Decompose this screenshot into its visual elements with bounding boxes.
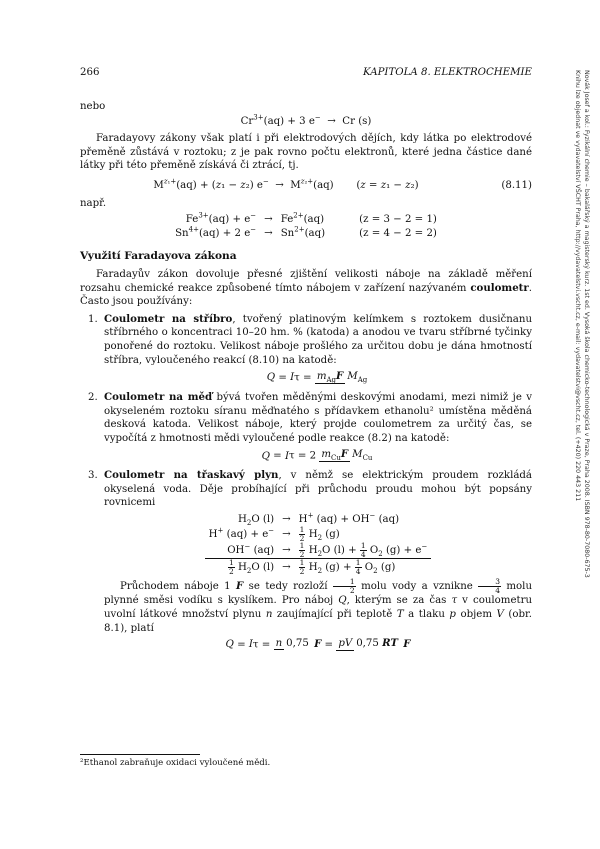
- formula-silver: [104, 371, 532, 385]
- reaction-row: [205, 513, 432, 527]
- side-note-line: Knihu lze objednat ve vydavatelství VŠCHT Praha, http://vydavatelstvi.vscht.cz, e-mail: vydavatelstvi@vscht.cz, tel. (+420) 220 443 211: [574, 70, 581, 502]
- list-item-title: Coulometr na třaskavý plyn: [104, 469, 279, 482]
- list-item-title: Coulometr na stříbro: [104, 312, 233, 325]
- equation-chromium-text: $Cr^{3+}(aq) + 3$ e− → Cr (s): [240, 113, 372, 127]
- iron-arrow: →: [264, 213, 273, 225]
- formula-copper: [104, 449, 532, 463]
- reaction-arrow: →: [282, 528, 291, 540]
- reaction-arrow: →: [282, 513, 291, 525]
- reaction-left: H+ (aq) + e−: [208, 526, 275, 540]
- section-heading: Využití Faradayova zákona: [80, 250, 237, 263]
- tin-condition: (z = 4 − 2 = 2): [359, 227, 437, 239]
- reaction-right: $\frac{1}{2}$ $H_2O$ (l) + $\frac{1}{4}$ $O_2$ (g) + e−: [299, 541, 428, 559]
- reaction-arrow: →: [278, 559, 295, 576]
- reaction-sum-row: [205, 559, 432, 576]
- reaction-row: [205, 542, 432, 559]
- equation-tin: [171, 227, 441, 241]
- list-number: 2.: [88, 392, 98, 403]
- formula-gas: [104, 638, 532, 652]
- tin-arrow: →: [264, 227, 273, 239]
- reaction-right: H+ (aq) + OH− (aq): [298, 511, 400, 525]
- list-number: 1.: [88, 313, 98, 325]
- paragraph-faraday-laws: Faradayovy zákony však platí i při elektrodových dějích, kdy látka po elektrodové přeměně zůstává v roztoku; z je pak rovno počtu elektronů, které jedna částice dané látky při této přeměně získává či ztrácí, tj.: [80, 133, 532, 172]
- reaction-left: OH− (aq): [227, 542, 275, 556]
- footnote: ²Ethanol zabraňuje oxidaci vyloučené mědi.: [80, 758, 271, 768]
- equation-8-11-body: $M^{z_1+}(aq) + (z_1 - z_2) e^- \to M^{z_2+}(aq)$ (z = z₁ − z₂): [153, 177, 419, 191]
- coulometer-list: [88, 312, 533, 652]
- formula-gas-body: Q = Iτ = n 0,75 F = pV 0,75 RT F: [225, 637, 411, 651]
- tin-left: $Sn^{4+}(aq) + 2$ e−: [175, 225, 257, 239]
- paragraph-gas-mixture: Průchodem náboje 1 F se tedy rozloží $\frac{1}{2}$ molu vody a vznikne $\frac{3}{4}$ molu plynné směsi vodíku s kyslíkem. Pro náboj Q, kterým se za čas τ v coulometru uvolní látkové množství plynu n zaujímající při teplotě T a tlaku p objem V (obr. 8.1), platí: [104, 577, 533, 634]
- example-equations: [171, 213, 441, 240]
- main-content: [80, 100, 532, 652]
- list-number: 3.: [88, 470, 98, 482]
- water-electrolysis-equations: [205, 513, 432, 576]
- equation-chromium: [80, 115, 532, 129]
- p2-part-a: Faradayův zákon dovoluje přesné zjištění velikosti náboje na základě měření rozsahu chemické reakce způsobené tímto nábojem v zařízení nazývaném: [80, 269, 532, 294]
- reaction-row: [205, 526, 432, 542]
- iron-condition: (z = 3 − 2 = 1): [359, 213, 437, 225]
- formula-copper-body: Q = Iτ = 2 $m_{Cu}F$ $M_{Cu}$: [261, 448, 373, 463]
- reaction-arrow: →: [282, 544, 291, 556]
- page-number: 266: [80, 67, 100, 78]
- iron-left: $Fe^{3+}(aq) + e^-$: [185, 211, 257, 225]
- list-item-text: , v němž se elektrickým proudem rozkládá okyselená voda. Děje probíhající při průchodu proudu mohou být popsány rovnicemi: [104, 470, 532, 509]
- list-item-text: bývá tvořen měděnými deskovými anodami, mezi nimiž je v okyseleném roztoku síranu měďnatého s přídavkem ethanolu² umístěna měděná desková katoda. Velikost náboje, který projde coulometrem za určitý čas, se vypočítá z hmotnosti mědi vyloučené podle reakce (8.2) na katodě:: [104, 392, 532, 444]
- equation-number: (8.11): [501, 179, 532, 191]
- tin-right: $Sn^{2+}(aq)$: [280, 225, 326, 239]
- equation-8-11: [80, 179, 532, 193]
- reaction-right: $\frac{1}{2}$ $H_2$ (g) + $\frac{1}{4}$ $O_2$ (g): [295, 559, 432, 576]
- footnote-rule: [80, 754, 200, 755]
- reaction-left: $H_2O$ (l): [237, 513, 275, 527]
- iron-right: $Fe^{2+}(aq)$: [280, 211, 325, 225]
- list-item: [88, 391, 532, 463]
- list-item-title: Coulometr na měď: [104, 391, 213, 403]
- equation-iron: [171, 213, 441, 227]
- page-header: [80, 66, 532, 80]
- term-coulometr: coulometr: [470, 281, 529, 294]
- p2-part-c: . Často jsou používány:: [80, 282, 532, 308]
- formula-silver-body: $Q = I\tau = m_{Ag}F$ $M_{Ag}$: [266, 370, 368, 385]
- paragraph-coulometr: [80, 268, 532, 309]
- list-item: [88, 469, 533, 652]
- list-item-text: , tvořený platinovým kelímkem s roztokem dusičnanu stříbrného o koncentraci 10–20 hm. % (katoda) a anodou ve tvaru stříbrné tyčinky ponořené do roztoku. Velikost náboje prošlého za určitou dobu je dána hmotností stříbra, vyloučeného reakcí (8.10) na katodě:: [104, 313, 532, 366]
- reaction-left: $\frac{1}{2}$ $H_2O$ (l): [205, 559, 278, 576]
- list-item: [88, 312, 532, 385]
- paragraph-nebo: nebo: [80, 101, 106, 112]
- side-margin-note: [573, 70, 593, 690]
- side-note-line: Novák Josef a kol.: Fyzikální chemie – bakalářský a magisterský kurz. 1st ed. Vysoká škola chemicko-technologická v Praze, Praha 2008. ISBN 978-80-7080-675-3: [583, 70, 590, 578]
- paragraph-napr: např.: [80, 198, 107, 210]
- reaction-right: $\frac{1}{2}$ $H_2$ (g): [299, 525, 340, 543]
- chapter-title: KAPITOLA 8. ELEKTROCHEMIE: [363, 67, 532, 78]
